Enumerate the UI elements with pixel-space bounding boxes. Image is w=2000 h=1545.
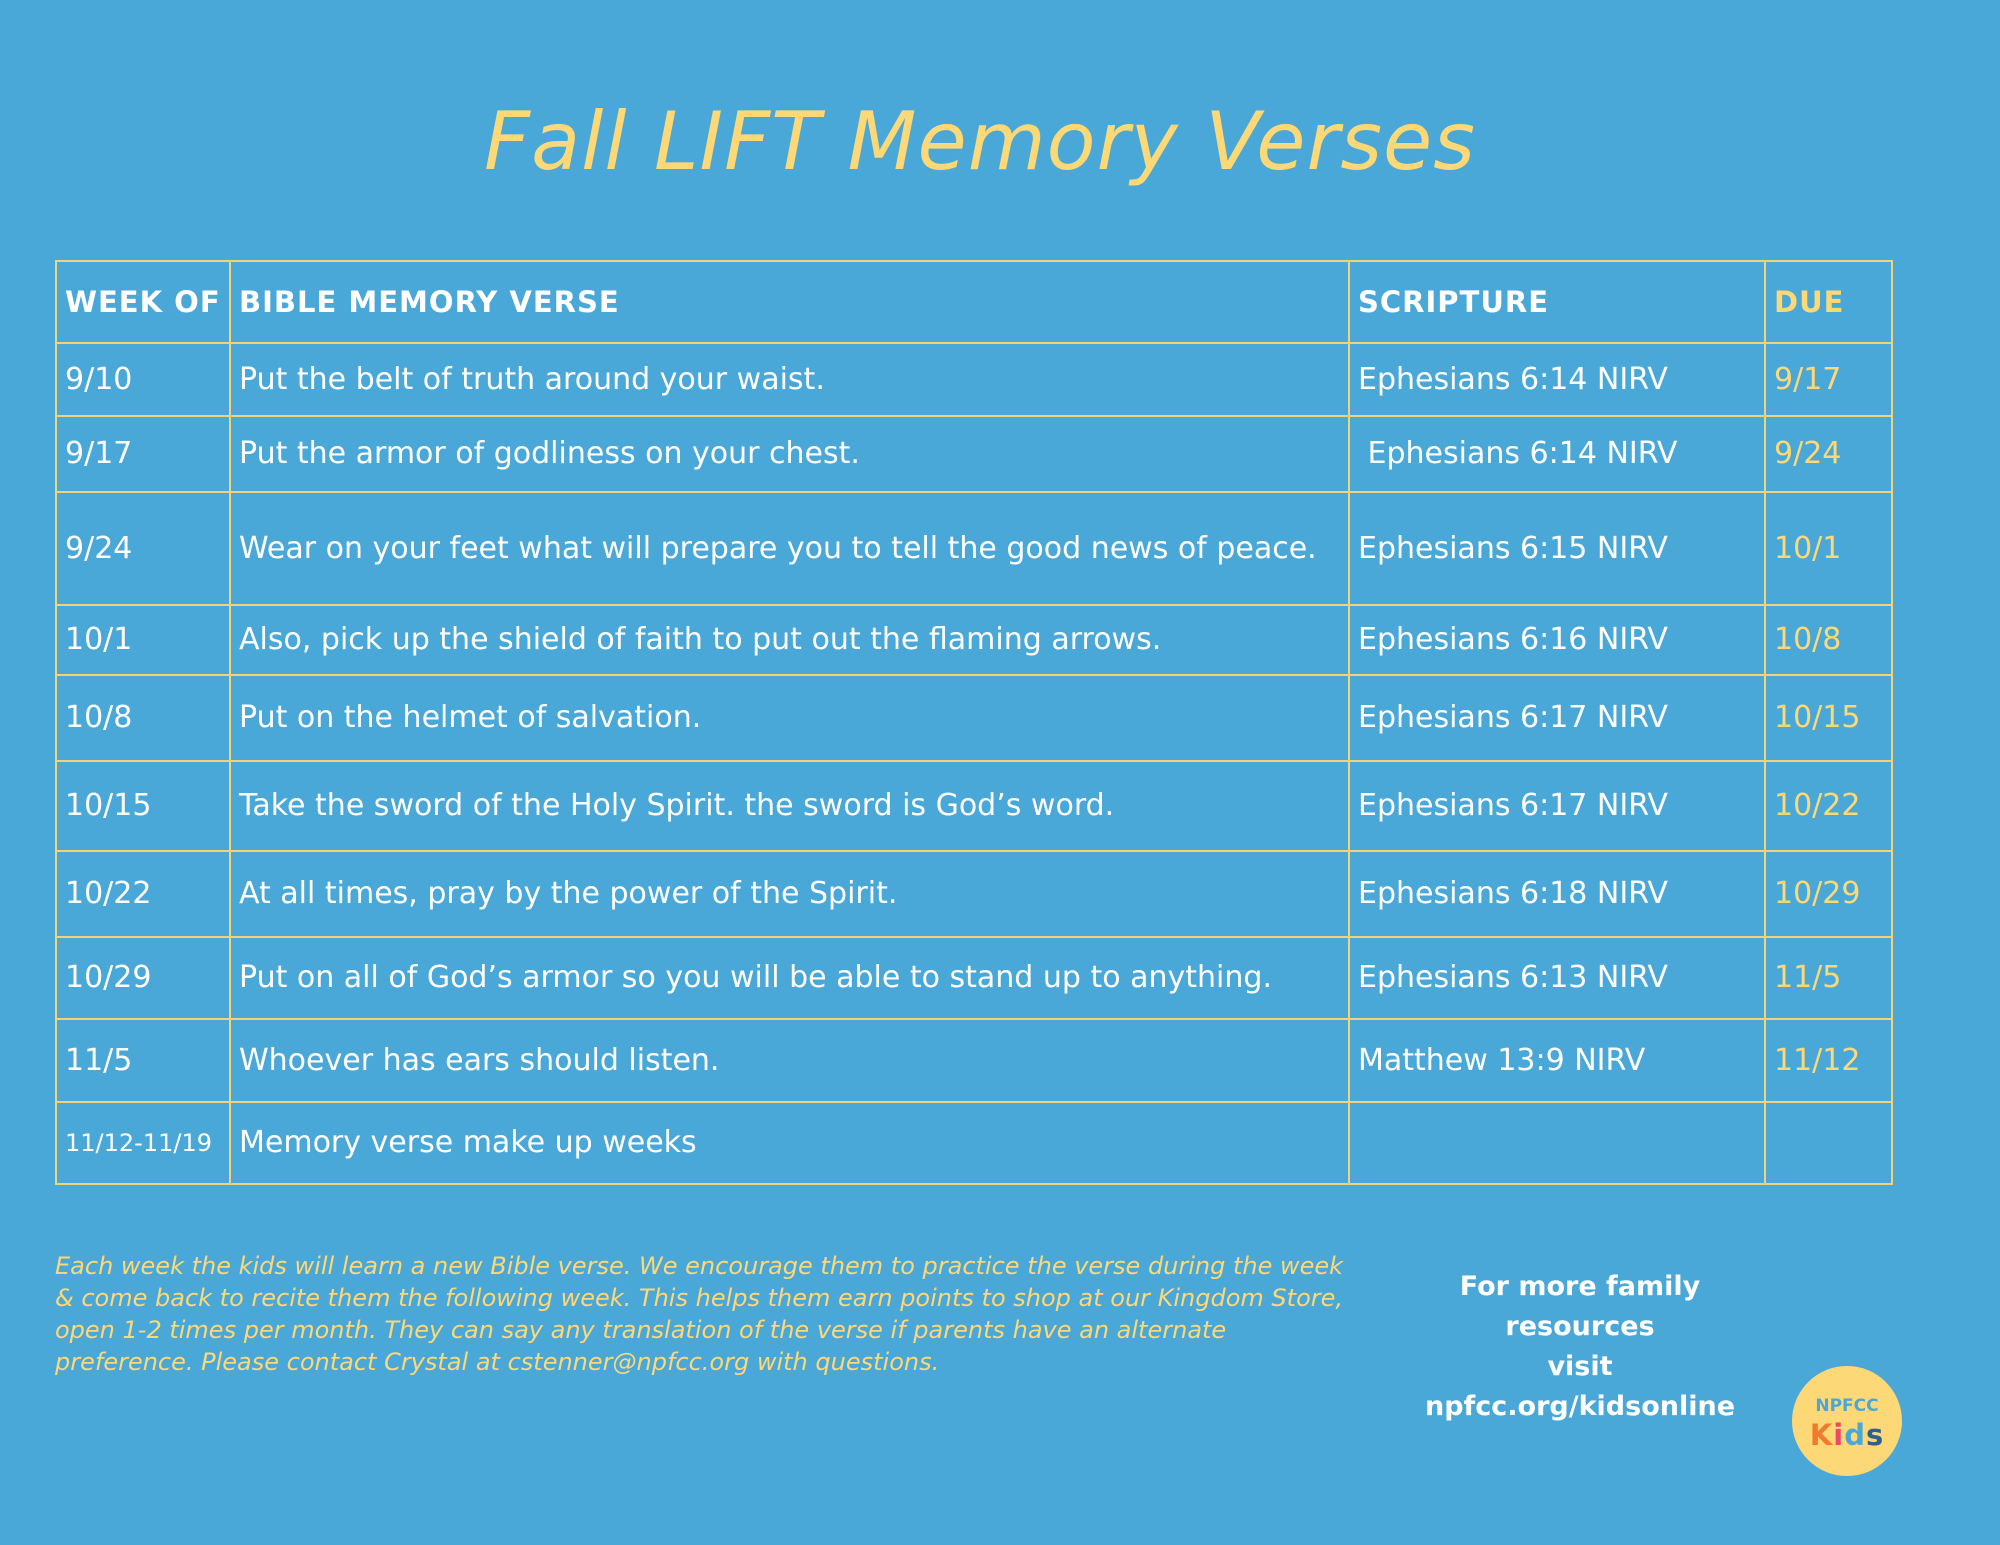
logo-npfcc-text: NPFCC	[1815, 1396, 1879, 1416]
due-cell: 10/22	[1765, 761, 1892, 851]
due-cell: 11/5	[1765, 937, 1892, 1019]
family-resources-note	[1390, 1267, 1770, 1427]
due-cell: 10/29	[1765, 851, 1892, 937]
due-cell: 10/15	[1765, 675, 1892, 761]
table-row	[56, 675, 1892, 761]
table-row	[56, 851, 1892, 937]
verse-cell: Whoever has ears should listen.	[230, 1019, 1349, 1102]
instructions-note: Each week the kids will learn a new Bible verse. We encourage them to practice the verse during the week & come back to recite them the following week. This helps them earn points to shop at our Kingdom Store, open 1-2 times per month. They can say any translation of the verse if parents have an alternate preference. Please contact Crystal at cstenner@npfcc.org with questions.	[55, 1252, 1344, 1376]
due-cell: 9/17	[1765, 343, 1892, 416]
week-cell: 10/29	[56, 937, 230, 1019]
memory-verse-table	[55, 260, 1893, 1185]
scripture-cell: Matthew 13:9 NIRV	[1349, 1019, 1765, 1102]
header-due: DUE	[1765, 261, 1892, 343]
verse-cell: At all times, pray by the power of the Spirit.	[230, 851, 1349, 937]
week-cell: 10/22	[56, 851, 230, 937]
verse-cell: Take the sword of the Holy Spirit. the sword is God’s word.	[230, 761, 1349, 851]
due-cell: 11/12	[1765, 1019, 1892, 1102]
week-cell: 10/1	[56, 605, 230, 675]
scripture-cell: Ephesians 6:17 NIRV	[1349, 761, 1765, 851]
week-cell: 11/12-11/19	[56, 1102, 230, 1184]
scripture-cell: Ephesians 6:15 NIRV	[1349, 492, 1765, 605]
scripture-cell: Ephesians 6:16 NIRV	[1349, 605, 1765, 675]
week-cell: 9/24	[56, 492, 230, 605]
npfcc-kids-logo	[1792, 1366, 1902, 1476]
verse-cell: Memory verse make up weeks	[230, 1102, 1349, 1184]
due-cell: 9/24	[1765, 416, 1892, 492]
verse-cell: Put on the helmet of salvation.	[230, 675, 1349, 761]
table-row	[56, 605, 1892, 675]
due-cell: 10/8	[1765, 605, 1892, 675]
scripture-cell: Ephesians 6:18 NIRV	[1349, 851, 1765, 937]
table-row	[56, 416, 1892, 492]
table-row	[56, 343, 1892, 416]
logo-letter: i	[1833, 1418, 1845, 1452]
logo-letter: K	[1809, 1418, 1834, 1452]
week-cell: 10/15	[56, 761, 230, 851]
week-cell: 9/10	[56, 343, 230, 416]
header-week-of: WEEK OF	[56, 261, 230, 343]
logo-letter: d	[1844, 1418, 1866, 1452]
table-row	[56, 1102, 1892, 1184]
scripture-cell: Ephesians 6:14 NIRV	[1349, 416, 1765, 492]
header-scripture: SCRIPTURE	[1349, 261, 1765, 343]
verse-cell: Put the belt of truth around your waist.	[230, 343, 1349, 416]
week-cell: 11/5	[56, 1019, 230, 1102]
table-row	[56, 492, 1892, 605]
due-cell	[1765, 1102, 1892, 1184]
table-row	[56, 761, 1892, 851]
resources-line: For more family resources	[1459, 1271, 1701, 1342]
scripture-cell: Ephesians 6:17 NIRV	[1349, 675, 1765, 761]
verse-cell: Also, pick up the shield of faith to put out the flaming arrows.	[230, 605, 1349, 675]
due-cell: 10/1	[1765, 492, 1892, 605]
week-cell: 10/8	[56, 675, 230, 761]
logo-kids-text	[1792, 1418, 1902, 1452]
scripture-cell: Ephesians 6:13 NIRV	[1349, 937, 1765, 1019]
table-header-row	[56, 261, 1892, 343]
table-row	[56, 1019, 1892, 1102]
week-cell: 9/17	[56, 416, 230, 492]
logo-letter: s	[1865, 1418, 1885, 1452]
scripture-cell	[1349, 1102, 1765, 1184]
verse-cell: Put on all of God’s armor so you will be able to stand up to anything.	[230, 937, 1349, 1019]
scripture-cell: Ephesians 6:14 NIRV	[1349, 343, 1765, 416]
verse-cell: Put the armor of godliness on your chest.	[230, 416, 1349, 492]
resources-link-line: visit npfcc.org/kidsonline	[1424, 1351, 1736, 1422]
table-row	[56, 937, 1892, 1019]
header-bible-memory-verse: BIBLE MEMORY VERSE	[230, 261, 1349, 343]
page-title: Fall LIFT Memory Verses	[484, 95, 1476, 188]
verse-cell: Wear on your feet what will prepare you to tell the good news of peace.	[230, 492, 1349, 605]
